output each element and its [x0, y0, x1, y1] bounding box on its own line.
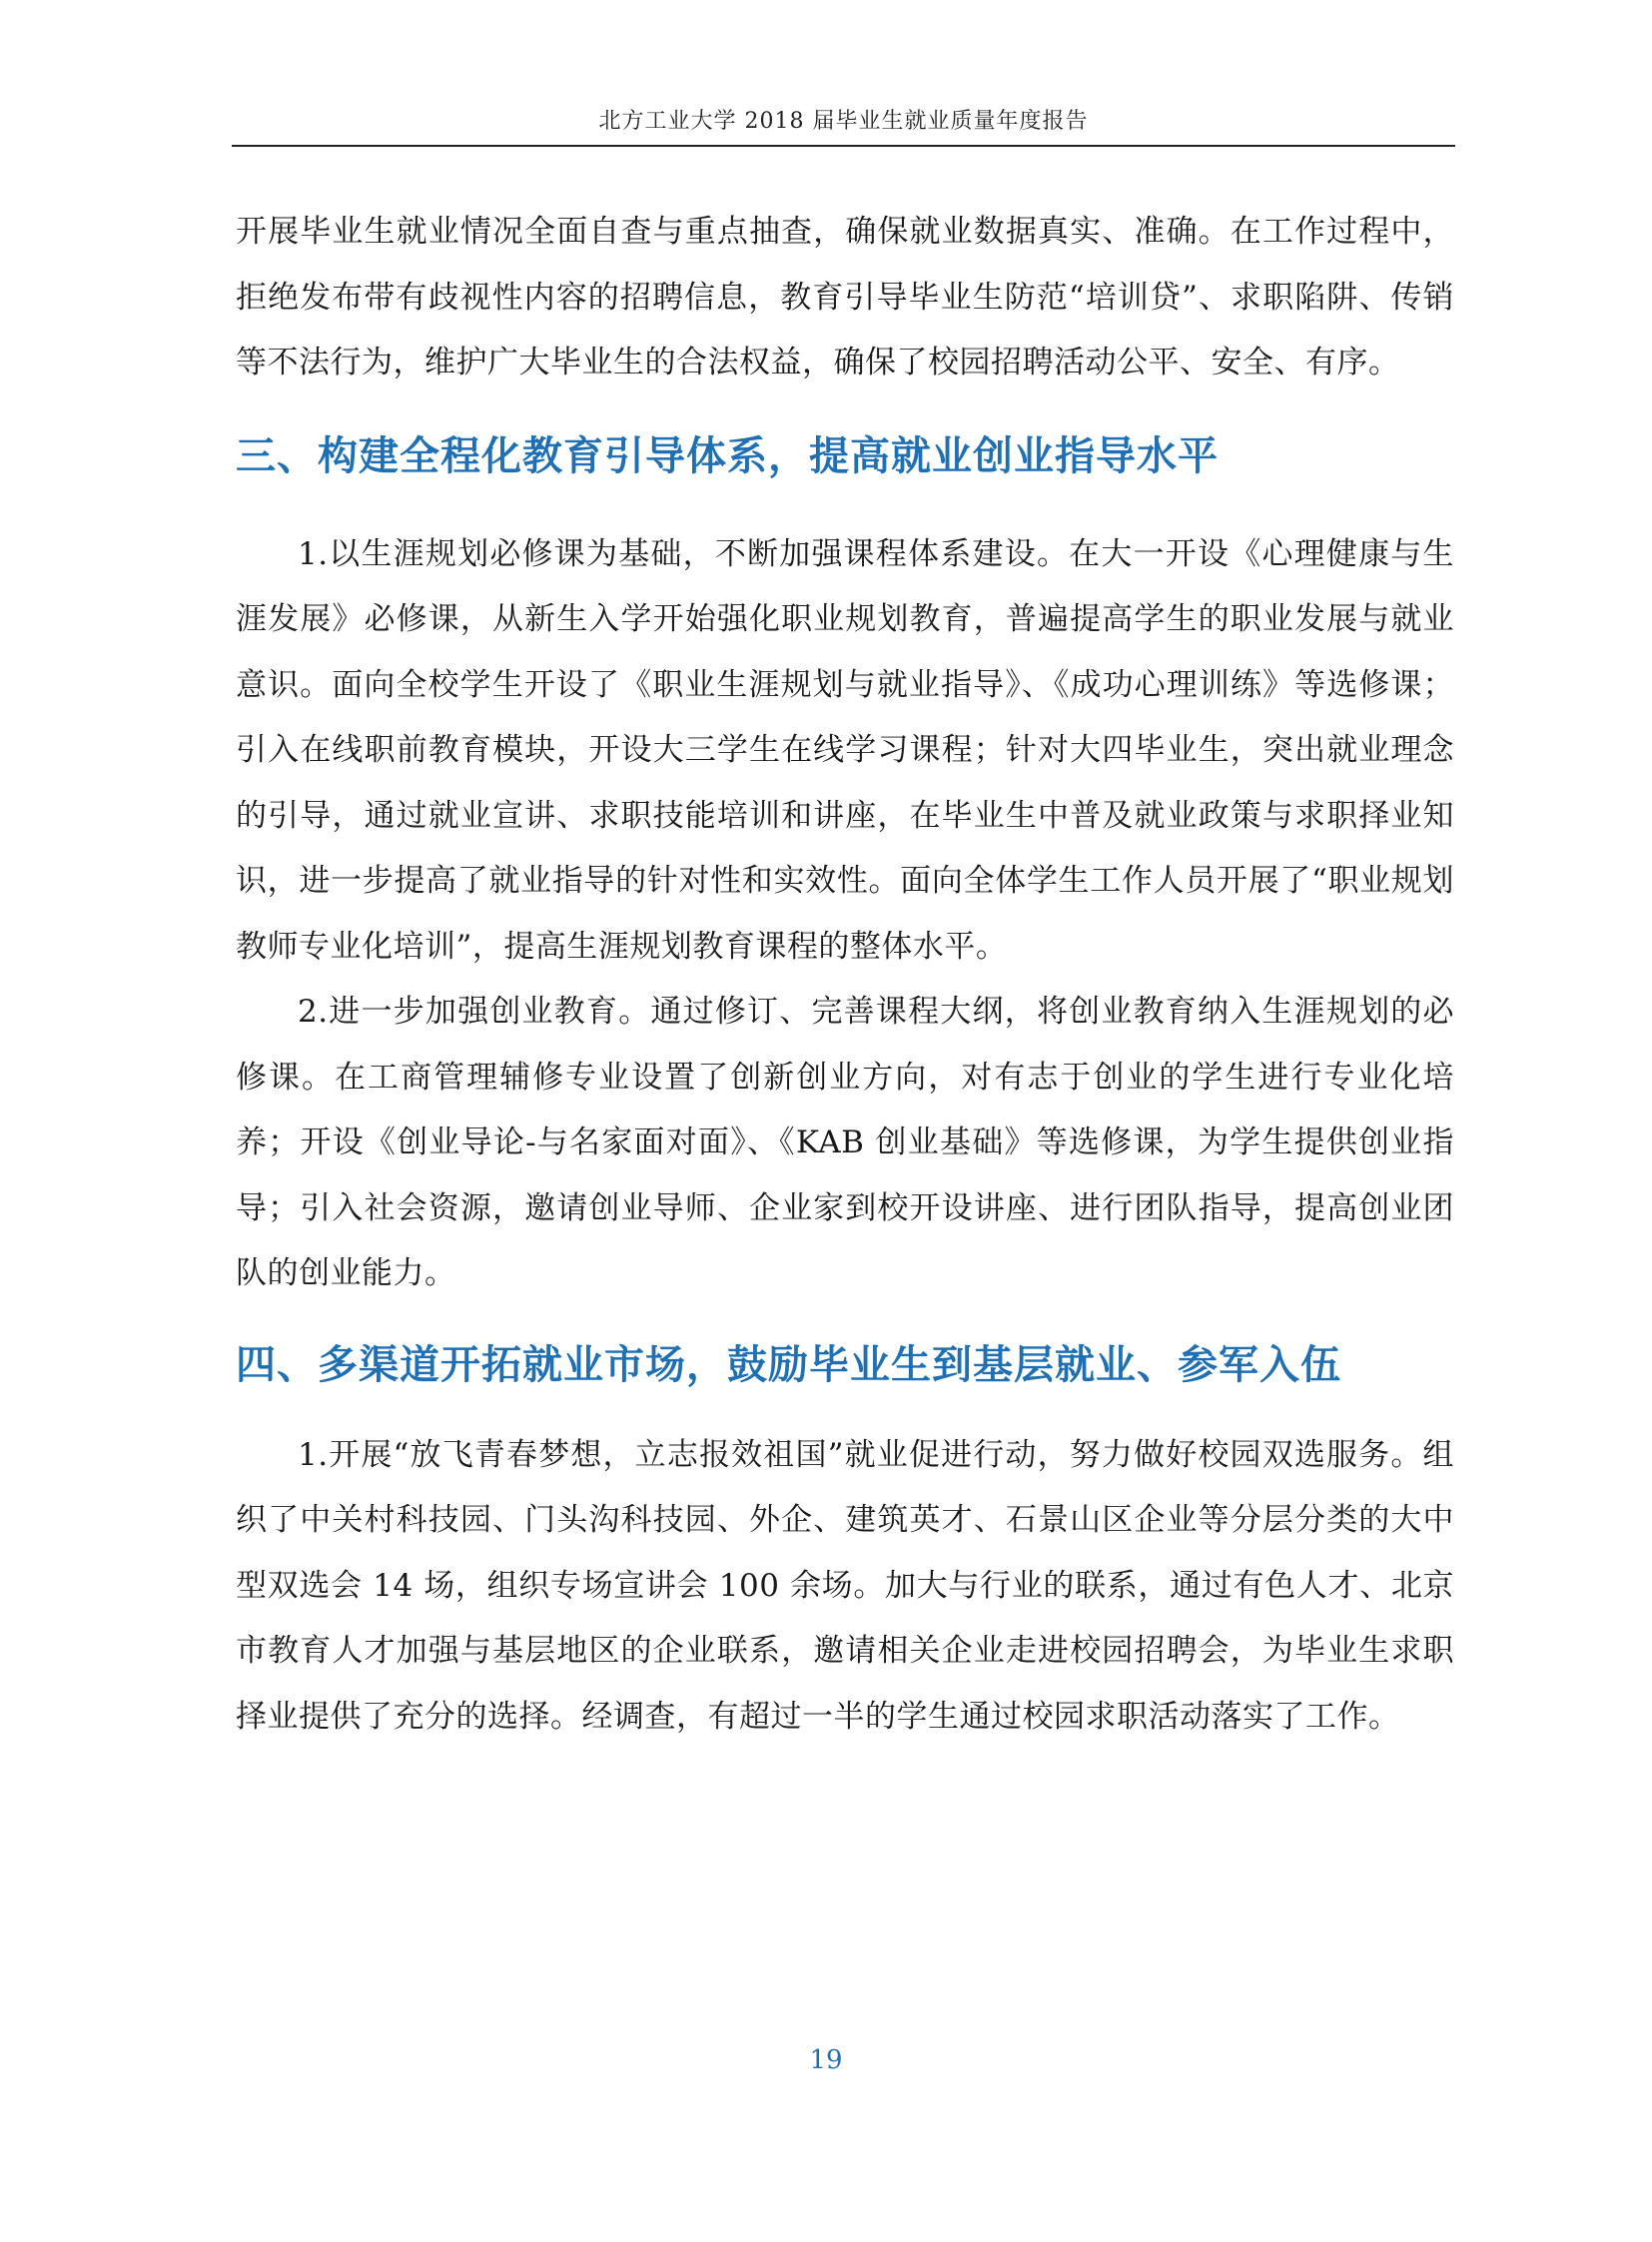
intro-paragraph: 开展毕业生就业情况全面自查与重点抽查，确保就业数据真实、准确。在工作过程中，拒绝发布带有歧视性内容的招聘信息，教育引导毕业生防范“培训贷”、求职陷阱、传销等不法行为，维护广大毕业生的合法权益，确保了校园招聘活动公平、安全、有序。: [236, 214, 1454, 380]
section-3-heading: 三、构建全程化教育引导体系，提高就业创业指导水平: [236, 432, 1219, 479]
section-4-paragraph-1: 1.开展“放飞青春梦想，立志报效祖国”就业促进行动，努力做好校园双选服务。组织了中关村科技园、门头沟科技园、外企、建筑英才、石景山区企业等分层分类的大中型双选会 14 场，组织专场宣讲会 100 余场。加大与行业的联系，通过有色人才、北京市教育人才加强与基层地区的企业联系，邀请相关企业走进校园招聘会，为毕业生求职择业提供了充分的选择。经调查，有超过一半的学生通过校园求职活动落实了工作。: [236, 1436, 1454, 1735]
section-3-paragraph-2: 2.进一步加强创业教育。通过修订、完善课程大纲，将创业教育纳入生涯规划的必修课。在工商管理辅修专业设置了创新创业方向，对有志于创业的学生进行专业化培养；开设《创业导论-与名家面对面》、《KAB 创业基础》等选修课，为学生提供创业指导；引入社会资源，邀请创业导师、企业家到校开设讲座、进行团队指导，提高创业团队的创业能力。: [236, 994, 1454, 1291]
running-header: 北方工业大学 2018 届毕业生就业质量年度报告: [598, 109, 1089, 134]
header-rule: [232, 145, 1455, 147]
page-number: 19: [809, 2045, 843, 2075]
page-content: [236, 200, 1454, 1750]
section-3-paragraph-1: 1.以生涯规划必修课为基础，不断加强课程体系建设。在大一开设《心理健康与生涯发展》必修课，从新生入学开始强化职业规划教育，普遍提高学生的职业发展与就业意识。面向全校学生开设了《职业生涯规划与就业指导》、《成功心理训练》等选修课；引入在线职前教育模块，开设大三学生在线学习课程；针对大四毕业生，突出就业理念的引导，通过就业宣讲、求职技能培训和讲座，在毕业生中普及就业政策与求职择业知识，进一步提高了就业指导的针对性和实效性。面向全体学生工作人员开展了“职业规划教师专业化培训”，提高生涯规划教育课程的整体水平。: [236, 535, 1454, 965]
section-4-heading: 四、多渠道开拓就业市场，鼓励毕业生到基层就业、参军入伍: [236, 1341, 1341, 1388]
